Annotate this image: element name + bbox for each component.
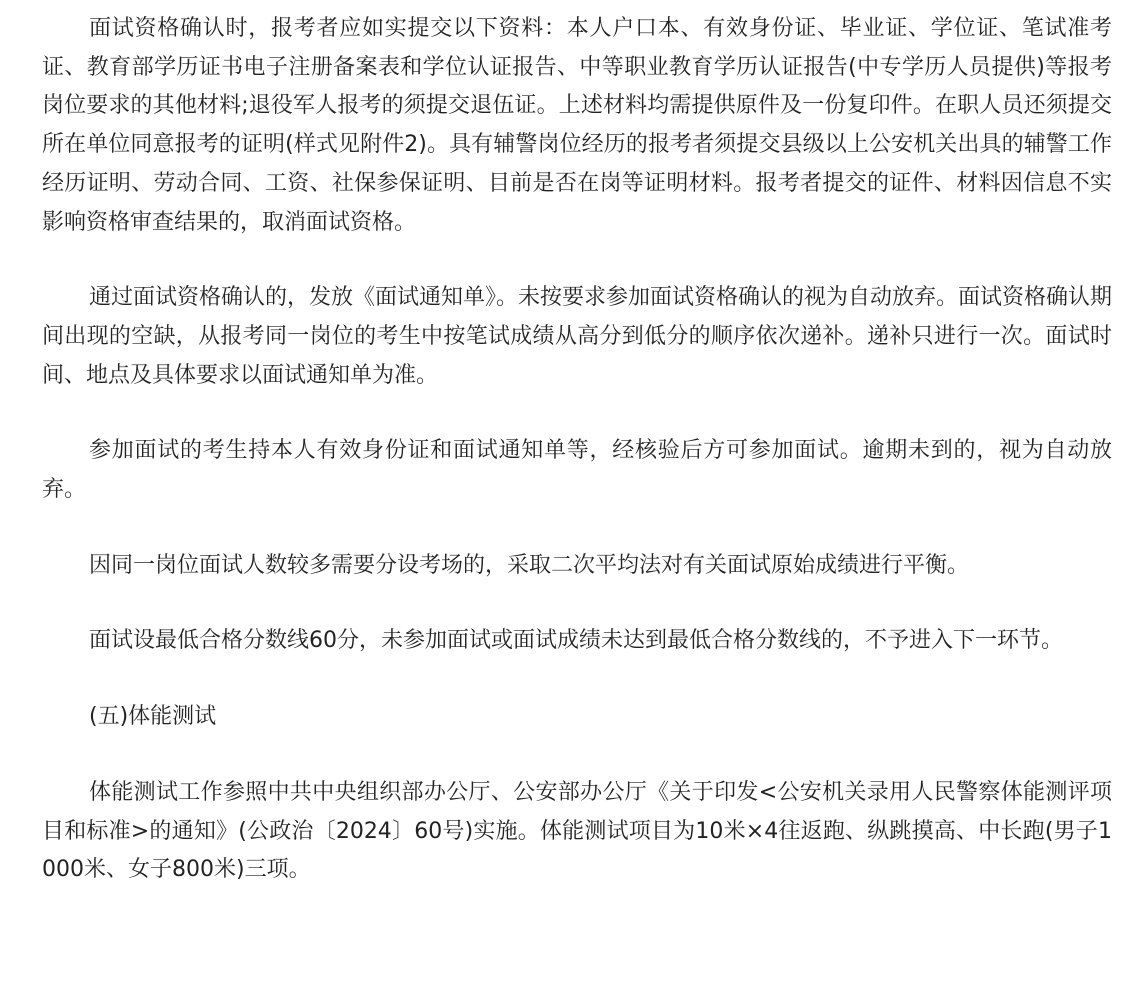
paragraph-score-balancing: 因同一岗位面试人数较多需要分设考场的，采取二次平均法对有关面试原始成绩进行平衡。 [89, 552, 970, 578]
paragraph-interview-attendance: 参加面试的考生持本人有效身份证和面试通知单等，经核验后方可参加面试。逾期未到的，视为自动放弃。 [42, 438, 1112, 503]
section-heading-physical-test: (五)体能测试 [89, 704, 217, 730]
paragraph-interview-qualification-materials: 面试资格确认时，报考者应如实提交以下资料：本人户口本、有效身份证、毕业证、学位证、笔试准考证、教育部学历证书电子注册备案表和学位认证报告、中等职业教育学历认证报告(中专学历人员提供)等报考岗位要求的其他材料;退役军人报考的须提交退伍证。上述材料均需提供原件及一份复印件。在职人员还须提交所在单位同意报考的证明(样式见附件2)。具有辅警岗位经历的报考者须提交县级以上公安机关出具的辅警工作经历证明、劳动合同、工资、社保参保证明、目前是否在岗等证明材料。报考者提交的证件、材料因信息不实影响资格审查结果的，取消面试资格。 [42, 16, 1112, 235]
paragraph-physical-test-details: 体能测试工作参照中共中央组织部办公厅、公安部办公厅《关于印发<公安机关录用人民警察体能测评项目和标准>的通知》(公政治〔2024〕60号)实施。体能测试项目为10米×4往返跑、纵跳摸高、中长跑(男子1000米、女子800米)三项。 [42, 779, 1112, 883]
paragraph-minimum-score: 面试设最低合格分数线60分，未参加面试或面试成绩未达到最低合格分数线的，不予进入下一环节。 [89, 628, 1063, 654]
paragraph-interview-notice: 通过面试资格确认的，发放《面试通知单》。未按要求参加面试资格确认的视为自动放弃。面试资格确认期间出现的空缺，从报考同一岗位的考生中按笔试成绩从高分到低分的顺序依次递补。递补只进行一次。面试时间、地点及具体要求以面试通知单为准。 [42, 285, 1113, 388]
